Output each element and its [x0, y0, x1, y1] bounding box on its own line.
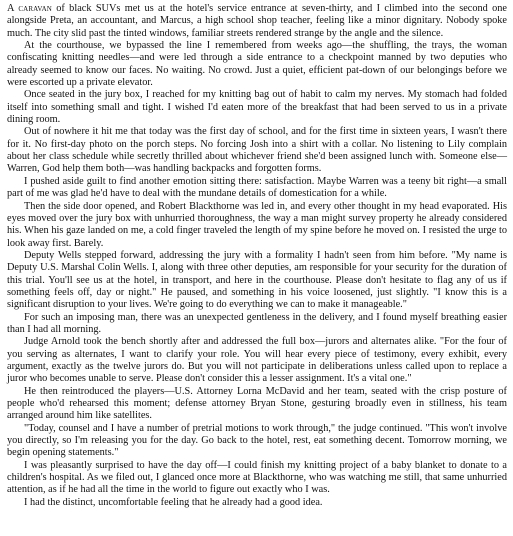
chapter-lead-in: A caravan — [7, 3, 52, 14]
paragraph — [7, 3, 507, 40]
paragraph: For such an imposing man, there was an unexpected gentleness in the delivery, and I found myself breathing easier than I had all morning. — [7, 311, 507, 335]
paragraph: At the courthouse, we bypassed the line I remembered from weeks ago—the shuffling, the trays, the woman confiscating knitting needles—and were led through a side entrance to a checkpoint manned by two deputies who already seemed to know our faces. No waiting. No crowd. Just a quiet, efficient pat-down of our belongings before we were escorted up a private elevator. — [7, 40, 507, 89]
paragraph: I pushed aside guilt to find another emotion sitting there: satisfaction. Maybe Warren was a teeny bit right—a small part of me was glad he'd have to deal with the mundane details of domestication for a while. — [7, 175, 507, 200]
paragraph: I had the distinct, uncomfortable feeling that he already had a good idea. — [24, 496, 323, 508]
paragraph: I was pleasantly surprised to have the day off—I could finish my knitting project of a baby blanket to donate to a children's hospital. As we filed out, I glanced once more at Blackthorne, who was watching me still, that same unhurried attention, as if he had all the time in the world to figure out exactly who I was. — [7, 459, 507, 496]
paragraph: Deputy Wells stepped forward, addressing the jury with a formality I hadn't seen from him before. "My name is Deputy U.S. Marshal Colin Wells. I, along with three other deputies, am responsible for your security for the duration of this trial. You'll see us at the hotel, in transport, and here in the courthouse. Please don't hesitate to flag any of us if something feels off, day or night." He paused, and something in his voice loosened, just slightly. "I know this is a significant disruption to your lives. We're going to do everything we can to make it manageable." — [7, 249, 507, 311]
paragraph: Then the side door opened, and Robert Blackthorne was led in, and every other thought in my head evaporated. His eyes moved over the jury box with unhurried thoroughness, the way a man might survey property he already considered his. When his gaze landed on me, a cold finger traveled the length of my spine before he moved on. I resisted the urge to look away first. Barely. — [7, 200, 507, 249]
paragraph: "Today, counsel and I have a number of pretrial motions to work through," the judge continued. "This won't involve you directly, so I'm releasing you for the day. Go back to the hotel, rest, eat something decent. Tomorrow morning, we begin opening statements." — [7, 422, 507, 459]
paragraph-text: of black SUVs met us at the hotel's service entrance at seven-thirty, and I climbed into the second one alongside Preta, an accountant, and Marcus, a high school shop teacher, feeling like a minor dignitary. Nobody spoke much. The city slid past the tinted windows, familiar streets rendered strange by the angle and the silence. — [7, 3, 507, 39]
paragraph: Out of nowhere it hit me that today was the first day of school, and for the first time in sixteen years, I wasn't there for it. No first-day photo on the porch steps. No forcing Josh into a shirt with a collar. No listening to Lily complain about her class schedule while secretly thrilled about whichever friend she'd been assigned lunch with. Someone else—Warren, God help them both—was handling backpacks and forgotten forms. — [7, 126, 507, 175]
paragraph: Judge Arnold took the bench shortly after and addressed the full box—jurors and alternates alike. "For the four of you serving as alternates, I want to clarify your role. You will hear every piece of testimony, every exhibit, every argument, exactly as the twelve jurors do. But you will not participate in deliberations unless called upon to replace a juror who becomes unable to serve. Please don't consider this a lesser assignment. It's a vital one." — [7, 336, 507, 385]
paragraph: He then reintroduced the players—U.S. Attorney Lorna McDavid and her team, seated with the crisp posture of people who'd rehearsed this moment; defense attorney Bryan Stone, gesturing broadly even in stillness, his team arranged around him like satellites. — [7, 385, 507, 422]
paragraph: Once seated in the jury box, I reached for my knitting bag out of habit to calm my nerves. My stomach had folded itself into something small and tight. I wished I'd eaten more of the breakfast that had been served to us in a private dining room. — [7, 89, 507, 126]
